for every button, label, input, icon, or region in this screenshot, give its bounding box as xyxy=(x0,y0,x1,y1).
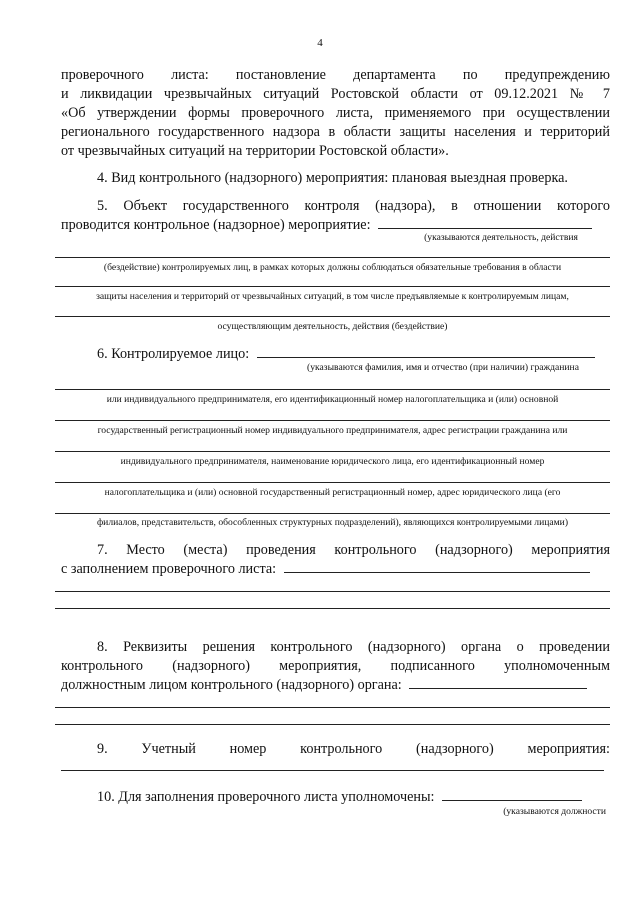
intro-line-2: и ликвидации чрезвычайных ситуаций Ростовской области от 09.12.2021 № 7 xyxy=(61,86,610,102)
item-10-hint: (указываются должности xyxy=(503,806,606,817)
item-5-field-line-3[interactable] xyxy=(55,286,610,287)
item-6-hint-4: индивидуального предпринимателя, наименование юридического лица, его идентификационный номер xyxy=(120,456,545,467)
item-6-field-line-2[interactable] xyxy=(55,389,610,390)
item-7-place-field[interactable] xyxy=(284,560,590,573)
item-8-line-2: контрольного (надзорного) мероприятия, подписанного уполномоченным xyxy=(61,658,610,674)
intro-line-4: регионального государственного надзора в области защиты населения и территорий xyxy=(61,124,610,140)
item-7-field-line-3[interactable] xyxy=(55,608,610,609)
item-8-field-line-3[interactable] xyxy=(55,724,610,725)
item-8-line-1: 8. Реквизиты решения контрольного (надзорного) органа о проведении xyxy=(97,639,610,655)
item-6-person-field[interactable] xyxy=(257,345,595,358)
item-5-hint-1: (указываются деятельность, действия xyxy=(424,232,578,243)
item-5-line-1: 5. Объект государственного контроля (надзора), в отношении которого xyxy=(97,198,610,214)
item-6-field-line-5[interactable] xyxy=(55,482,610,483)
item-6-field-line-3[interactable] xyxy=(55,420,610,421)
item-8-line-3 xyxy=(61,676,610,695)
item-10-authorized-field[interactable] xyxy=(442,788,582,801)
item-5-object-field[interactable] xyxy=(378,216,592,229)
item-9-line-1: 9. Учетный номер контрольного (надзорного) мероприятия: xyxy=(97,741,610,757)
item-4-text: 4. Вид контрольного (надзорного) мероприятия: плановая выездная проверка. xyxy=(97,170,568,186)
item-7-line-2 xyxy=(61,560,610,579)
intro-line-1: проверочного листа: постановление департамента по предупреждению xyxy=(61,67,610,83)
item-7-line-1: 7. Место (места) проведения контрольного (надзорного) мероприятия xyxy=(97,542,610,558)
item-6-hint-1: (указываются фамилия, имя и отчество (при наличии) гражданина xyxy=(307,362,579,373)
item-8-requisites-field[interactable] xyxy=(409,676,587,689)
item-6-field-line-6[interactable] xyxy=(55,513,610,514)
item-7-field-line-2[interactable] xyxy=(55,591,610,592)
item-6-hint-6: филиалов, представительств, обособленных структурных подразделений), являющихся контролируемыми лицами) xyxy=(96,517,569,528)
item-5-label: проводится контрольное (надзорное) мероприятие: xyxy=(61,217,371,233)
item-8-field-line-2[interactable] xyxy=(55,707,610,708)
intro-line-3: «Об утверждении формы проверочного листа, применяемого при осуществлении xyxy=(61,105,610,121)
item-6-label: 6. Контролируемое лицо: xyxy=(97,346,250,362)
item-5-hint-2: (бездействие) контролируемых лиц, в рамках которых должны соблюдаться обязательные требования в области xyxy=(103,262,562,273)
item-10-line-1 xyxy=(97,788,610,807)
page-number: 4 xyxy=(317,37,323,49)
item-8-label: должностным лицом контрольного (надзорного) органа: xyxy=(61,677,402,693)
item-10-label: 10. Для заполнения проверочного листа уполномочены: xyxy=(97,789,435,805)
item-7-label: с заполнением проверочного листа: xyxy=(61,561,277,577)
item-6-field-line-4[interactable] xyxy=(55,451,610,452)
item-9-number-field[interactable] xyxy=(61,770,604,771)
item-6-hint-5: налогоплательщика и (или) основной государственный регистрационный номер, адрес юридического лица (его xyxy=(104,487,561,498)
intro-line-5: от чрезвычайных ситуаций на территории Ростовской области». xyxy=(61,143,449,159)
item-6-hint-2: или индивидуального предпринимателя, его идентификационный номер налогоплательщика и (или) основной xyxy=(106,394,559,405)
item-6-hint-3: государственный регистрационный номер индивидуального предпринимателя, адрес регистрации гражданина или xyxy=(97,425,568,436)
item-5-hint-3: защиты населения и территорий от чрезвычайных ситуаций, в том числе предъявляемые к контролируемым лицам, xyxy=(96,291,569,302)
item-5-field-line-4[interactable] xyxy=(55,316,610,317)
item-5-field-line-2[interactable] xyxy=(55,257,610,258)
item-5-hint-4: осуществляющим деятельность, действия (бездействие) xyxy=(217,321,448,332)
